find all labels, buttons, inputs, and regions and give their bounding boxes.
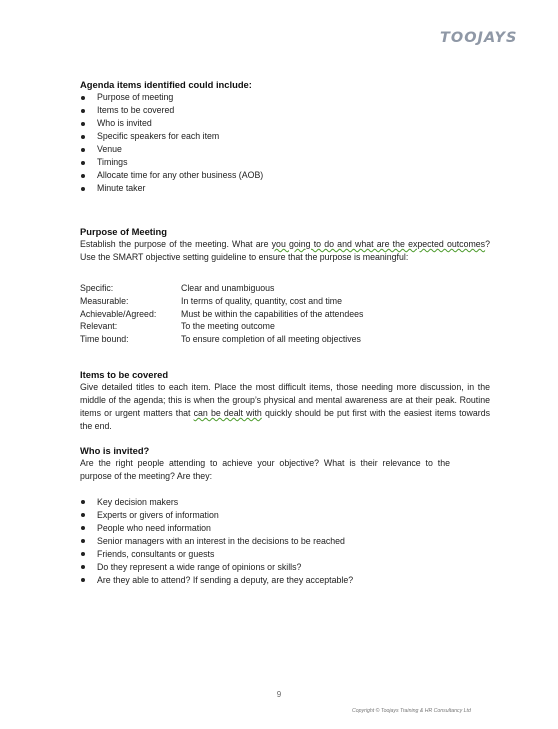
table-row — [80, 333, 363, 346]
copyright-notice: Copyright © Toojays Training & HR Consultancy Ltd — [352, 708, 471, 714]
list-item: Allocate time for any other business (AOB) — [80, 169, 490, 182]
bullet-icon — [81, 539, 85, 543]
bullet-icon — [81, 526, 85, 530]
smart-term: Specific: — [80, 283, 114, 293]
bullet-icon — [81, 513, 85, 517]
smart-definition: Must be within the capabilities of the attendees — [181, 308, 364, 319]
list-item: Senior managers with an interest in the decisions to be reached — [80, 535, 490, 548]
invited-list — [80, 496, 490, 587]
table-row — [80, 320, 363, 333]
agenda-heading: Agenda items identified could include: — [80, 79, 252, 90]
company-logo: TOOJAYS — [440, 30, 518, 46]
list-item: Friends, consultants or guests — [80, 548, 490, 561]
smart-definitions-table — [80, 282, 363, 346]
smart-term: Achievable/Agreed: — [80, 308, 157, 319]
bullet-icon — [81, 552, 85, 556]
page-number: 9 — [276, 690, 282, 699]
items-covered-paragraph: Give detailed titles to each item. Place the most difficult items, those needing more discussion, in the middle of the agenda; this is when the group’s physical and mental awareness are at their peak. Routine items or urgent matters that can be dealt with quickly should be put first with the easiest items towards the end. — [80, 381, 490, 431]
grammar-highlight: you going to do and what are the expected outcomes — [271, 239, 486, 249]
bullet-icon — [81, 578, 85, 582]
bullet-icon — [81, 148, 85, 152]
smart-term: Relevant: — [80, 321, 118, 332]
agenda-items-list — [80, 91, 490, 195]
list-item: Minute taker — [80, 182, 490, 195]
smart-definition: To ensure completion of all meeting objectives — [181, 334, 361, 345]
list-item: Experts or givers of information — [80, 509, 490, 522]
smart-definition: To the meeting outcome — [181, 321, 275, 332]
bullet-icon — [81, 96, 85, 100]
list-item: Items to be covered — [80, 104, 490, 117]
list-item: Purpose of meeting — [80, 91, 490, 104]
document-body — [80, 78, 490, 587]
table-row — [80, 308, 363, 321]
bullet-icon — [81, 109, 85, 113]
list-item: Do they represent a wide range of opinions or skills? — [80, 561, 490, 574]
smart-definition: Clear and unambiguous — [181, 283, 275, 293]
smart-term: Time bound: — [80, 334, 129, 345]
invited-paragraph: Are the right people attending to achieve your objective? What is their relevance to the purpose of the meeting? Are they: — [80, 457, 450, 481]
list-item: Specific speakers for each item — [80, 130, 490, 143]
list-item: Venue — [80, 143, 490, 156]
table-row — [80, 282, 363, 295]
list-item: Who is invited — [80, 117, 490, 130]
smart-term: Measurable: — [80, 295, 129, 306]
table-row — [80, 295, 363, 308]
list-item: Timings — [80, 156, 490, 169]
purpose-paragraph: Establish the purpose of the meeting. What are you going to do and what are the expected outcomes? Use the SMART objective setting guideline to ensure that the purpose is meaningful: — [80, 239, 490, 262]
purpose-heading: Purpose of Meeting — [80, 226, 167, 237]
bullet-icon — [81, 174, 85, 178]
bullet-icon — [81, 565, 85, 569]
bullet-icon — [81, 187, 85, 191]
invited-heading: Who is invited? — [80, 444, 150, 456]
bullet-icon — [81, 500, 85, 504]
list-item: Key decision makers — [80, 496, 490, 509]
bullet-icon — [81, 135, 85, 139]
smart-definition: In terms of quality, quantity, cost and time — [181, 295, 343, 306]
grammar-highlight: can be dealt with — [193, 407, 262, 418]
bullet-icon — [81, 122, 85, 126]
list-item: People who need information — [80, 522, 490, 535]
items-covered-heading: Items to be covered — [80, 368, 169, 380]
bullet-icon — [81, 161, 85, 165]
list-item: Are they able to attend? If sending a deputy, are they acceptable? — [80, 574, 490, 587]
